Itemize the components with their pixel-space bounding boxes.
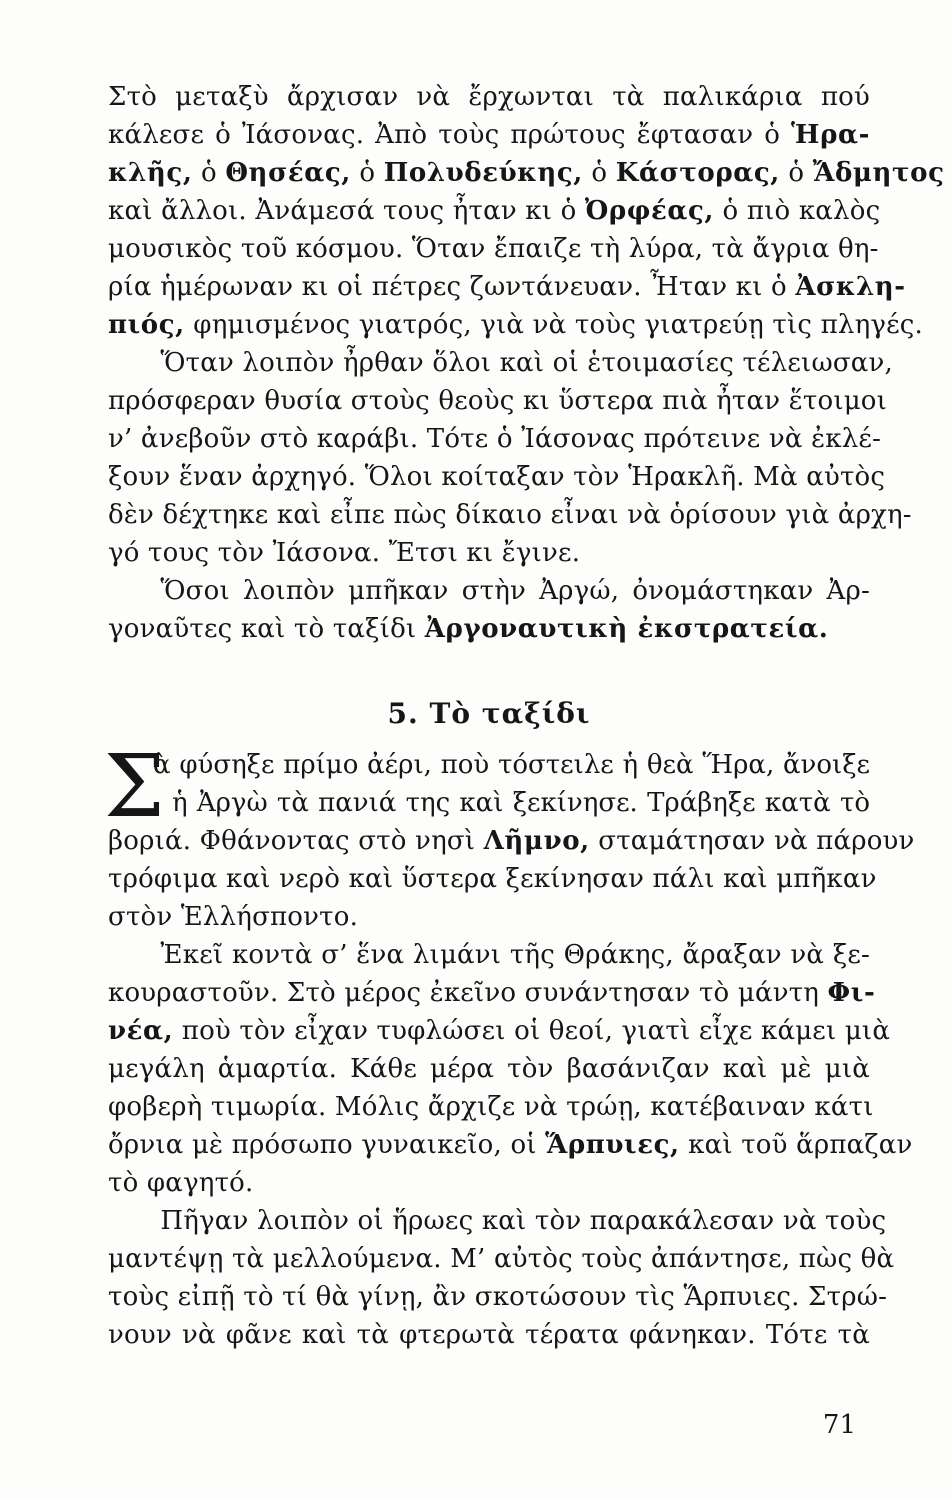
- text-line: [108, 534, 870, 572]
- text-run: καὶ τοῦ ἅρπαζαν: [679, 1130, 913, 1160]
- text-line: [108, 974, 876, 1012]
- text-run: Ὅσοι λοιπὸν μπῆκαν στὴν Ἀργώ, ὀνομάστηκαν Ἀρ-: [108, 576, 870, 606]
- text-run: κάλεσε ὁ Ἰάσονας. Ἀπὸ τοὺς πρώτους ἔφτασαν ὁ: [108, 120, 792, 150]
- text-line: [108, 822, 915, 860]
- text-run: ν’ ἀνεβοῦν στὸ καράβι. Τότε ὁ Ἰάσονας πρότεινε νὰ ἐκλέ-: [108, 424, 882, 454]
- text-run: ὁ: [192, 158, 226, 188]
- text-run: βοριά. Φθάνοντας στὸ νησὶ: [108, 826, 484, 856]
- text-run: ρία ἡμέρωναν κι οἱ πέτρες ζωντάνευαν. Ἦταν κι ὁ: [108, 272, 796, 302]
- text-run: Πῆγαν λοιπὸν οἱ ἥρωες καὶ τὸν παρακάλεσαν νὰ τοὺς: [108, 1206, 887, 1236]
- text-run: ὁ πιὸ καλὸς: [714, 196, 881, 226]
- page-number: 71: [822, 1410, 856, 1440]
- text-line: [108, 268, 906, 306]
- text-run: Ἐκεῖ κοντὰ σ’ ἕνα λιμάνι τῆς Θράκης, ἄραξαν νὰ ξε-: [108, 940, 870, 970]
- paragraph-block-argonauts-gather: [108, 78, 945, 648]
- text-run: ὁ: [779, 158, 813, 188]
- bold-name: Ἡρα-: [791, 120, 870, 150]
- text-run: μεγάλη ἁμαρτία. Κάθε μέρα τὸν βασάνιζαν καὶ μὲ μιὰ: [108, 1054, 870, 1084]
- bold-name: Θησέας,: [225, 158, 351, 188]
- text-run: ξουν ἕναν ἀρχηγό. Ὅλοι κοίταξαν τὸν Ἡρακλῆ. Μὰ αὐτὸς: [108, 462, 886, 492]
- bold-name: Φι-: [827, 978, 876, 1008]
- bold-name: νέα,: [108, 1016, 174, 1046]
- text-line: [108, 1012, 891, 1050]
- text-line: [108, 382, 888, 420]
- text-run: ὁ: [350, 158, 384, 188]
- bold-name: Πολυδεύκης,: [383, 158, 583, 188]
- text-line: [108, 496, 912, 534]
- section-heading: 5. Τὸ ταξίδι: [387, 697, 591, 730]
- text-line: [108, 1278, 888, 1316]
- text-run: ἡ Ἀργὼ τὰ πανιά της καὶ ξεκίνησε. Τράβηξε κατὰ τὸ: [172, 788, 870, 818]
- bold-name: Λῆμνο,: [483, 826, 590, 856]
- text-run: Στὸ μεταξὺ ἄρχισαν νὰ ἔρχωνται τὰ παλικάρια πού: [108, 82, 870, 112]
- text-line: [108, 1126, 913, 1164]
- text-run: τοὺς εἰπῇ τὸ τί θὰ γίνῃ, ἂν σκοτώσουν τὶς Ἅρπυιες. Στρώ-: [108, 1282, 888, 1312]
- text-run: μουσικὸς τοῦ κόσμου. Ὅταν ἔπαιζε τὴ λύρα, τὰ ἄγρια θη-: [108, 234, 879, 264]
- drop-cap-text-line: [153, 746, 870, 784]
- bold-name: Ἀργοναυτικὴ ἐκστρατεία.: [424, 614, 829, 644]
- text-line: [108, 306, 923, 344]
- text-run: καὶ ἄλλοι. Ἀνάμεσά τους ἦταν κι ὁ: [108, 196, 585, 226]
- text-line: [108, 192, 881, 230]
- text-line: [108, 420, 882, 458]
- text-run: τὸ φαγητό.: [108, 1168, 254, 1198]
- bold-name: Ἅρπυιες,: [545, 1130, 680, 1160]
- text-run: δὲν δέχτηκε καὶ εἶπε πὼς δίκαιο εἶναι νὰ ὁρίσουν γιὰ ἀρχη-: [108, 500, 912, 530]
- drop-cap: Σ: [104, 737, 165, 837]
- text-run: μαντέψῃ τὰ μελλούμενα. Μ’ αὐτὸς τοὺς ἀπάντησε, πὼς θὰ: [108, 1244, 895, 1274]
- text-line: [108, 898, 870, 936]
- text-line: [108, 116, 870, 154]
- bold-name: κλῆς,: [108, 158, 193, 188]
- text-line: [108, 936, 870, 974]
- text-run: πρόσφεραν θυσία στοὺς θεοὺς κι ὕστερα πιὰ ἦταν ἕτοιμοι: [108, 386, 888, 416]
- paragraph-block-voyage: [108, 822, 915, 1354]
- text-line: [108, 1050, 870, 1088]
- bold-name: πιός,: [108, 310, 185, 340]
- text-run: σταμάτησαν νὰ πάρουν: [589, 826, 915, 856]
- text-run: φημισμένος γιατρός, γιὰ νὰ τοὺς γιατρεύῃ τὶς πληγές.: [184, 310, 923, 340]
- text-line: [108, 78, 870, 116]
- text-run: τρόφιμα καὶ νερὸ καὶ ὕστερα ξεκίνησαν πάλι καὶ μπῆκαν: [108, 864, 877, 894]
- text-run: νουν νὰ φᾶνε καὶ τὰ φτερωτὰ τέρατα φάνηκαν. Τότε τὰ: [108, 1320, 870, 1350]
- bold-name: Ἀσκλη-: [795, 272, 906, 302]
- text-line: [108, 230, 879, 268]
- text-line: [108, 458, 886, 496]
- text-line: [108, 1164, 870, 1202]
- text-run: γοναῦτες καὶ τὸ ταξίδι: [108, 614, 425, 644]
- text-line: [108, 1202, 887, 1240]
- bold-name: Κάστορας,: [615, 158, 780, 188]
- text-line: [108, 1316, 870, 1354]
- text-run: κουραστοῦν. Στὸ μέρος ἐκεῖνο συνάντησαν τὸ μάντη: [108, 978, 828, 1008]
- bold-name: Ἄδμητος: [812, 158, 945, 188]
- text-line: [108, 1088, 874, 1126]
- text-run: φοβερὴ τιμωρία. Μόλις ἄρχιζε νὰ τρώῃ, κατέβαιναν κάτι: [108, 1092, 874, 1122]
- text-run: στὸν Ἑλλήσποντο.: [108, 902, 359, 932]
- text-run: ποὺ τὸν εἶχαν τυφλώσει οἱ θεοί, γιατὶ εἶχε κάμει μιὰ: [173, 1016, 891, 1046]
- text-run: Ὅταν λοιπὸν ἦρθαν ὅλοι καὶ οἱ ἑτοιμασίες τέλειωσαν,: [108, 348, 894, 378]
- bold-name: Ὀρφέας,: [584, 196, 715, 226]
- text-run: ὄρνια μὲ πρόσωπο γυναικεῖο, οἱ: [108, 1130, 546, 1160]
- drop-cap-text-line: [172, 784, 870, 822]
- text-line: [108, 572, 870, 610]
- text-line: [108, 1240, 895, 1278]
- text-line: [108, 344, 894, 382]
- text-line: [108, 610, 870, 648]
- text-run: ὰ φύσηξε πρίμο ἀέρι, ποὺ τόστειλε ἡ θεὰ Ἥρα, ἄνοιξε: [153, 750, 870, 780]
- text-run: ὁ: [582, 158, 616, 188]
- text-line: [108, 154, 945, 192]
- text-run: γό τους τὸν Ἰάσονα. Ἔτσι κι ἔγινε.: [108, 538, 581, 568]
- text-line: [108, 860, 877, 898]
